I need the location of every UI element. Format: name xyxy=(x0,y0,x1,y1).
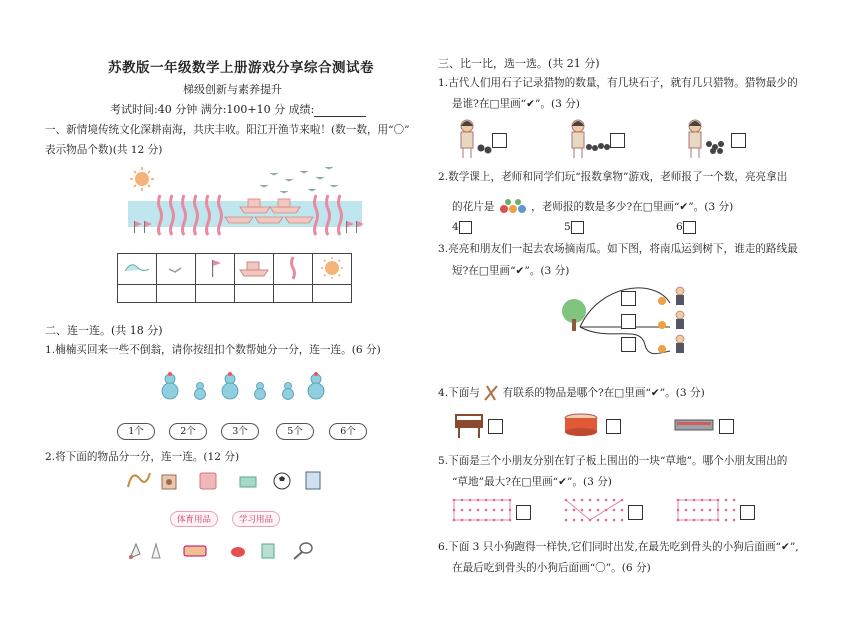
count-option-3[interactable]: 3个 xyxy=(221,423,259,440)
objects-row-top xyxy=(122,467,332,493)
q1-line-2: 是谁?在□里画“✔”。(3 分) xyxy=(452,98,580,110)
bird-icon xyxy=(161,257,191,279)
section-2-q1: 1.楠楠买回来一些不倒翁，请你按纽扣个数帮她分一分，连一连。(6 分) xyxy=(45,344,381,356)
q4-answer-box-piano[interactable] xyxy=(488,419,503,434)
wave-icon xyxy=(122,257,152,279)
q4-answer-box-harmonica[interactable] xyxy=(719,419,734,434)
flower-chips-icon xyxy=(498,198,528,216)
section-2-q2: 2.将下面的物品分一分，连一连。(12 分) xyxy=(45,451,240,463)
football-icon xyxy=(274,473,290,489)
answer-cell[interactable] xyxy=(313,285,352,303)
q2-line-2a: 的花片是 xyxy=(452,201,495,213)
q3-answer-box-top[interactable] xyxy=(621,291,636,306)
counting-table xyxy=(117,253,352,303)
category-study[interactable]: 学习用品 xyxy=(232,511,280,527)
q4-line-1a: 4.下面与 xyxy=(438,387,480,399)
q5-answer-box-1[interactable] xyxy=(516,505,531,520)
pegboards-illustration xyxy=(450,496,750,526)
answer-cell[interactable] xyxy=(274,285,313,303)
answer-cell[interactable] xyxy=(235,285,274,303)
section-3-title: 三、比一比，选一选。(共 21 分) xyxy=(438,57,600,70)
q2-option-6[interactable] xyxy=(676,220,696,234)
q3-answer-box-bottom[interactable] xyxy=(621,337,636,352)
q2-option-6-label: 6 xyxy=(676,221,683,233)
table-cell-flag xyxy=(196,254,235,285)
q2-option-4[interactable] xyxy=(452,220,472,234)
q2-option-5[interactable] xyxy=(564,220,584,234)
table-cell-sun xyxy=(313,254,352,285)
q6-line-1: 6.下面 3 只小狗跑得一样快,它们同时出发,在最先吃到骨头的小狗后面画“✔”, xyxy=(438,541,799,553)
sun-icon xyxy=(130,167,154,191)
pegboard-1 xyxy=(453,499,512,522)
q2-line-2b: ，老师报的数是多少?在□里画“✔”。(3 分) xyxy=(531,201,734,213)
q3-line-1: 3.亮亮和朋友们一起去农场摘南瓜。如下图，将南瓜运到树下，谁走的路线最 xyxy=(438,243,798,255)
badminton-icon xyxy=(152,544,160,558)
answer-cell[interactable] xyxy=(157,285,196,303)
hunter-3-icon xyxy=(689,120,701,158)
sun-icon xyxy=(317,255,347,281)
q2-line-1: 2.数学课上，老师和同学们玩“报数拿物”游戏，老师报了一个数，亮亮拿出 xyxy=(438,171,788,183)
q5-answer-box-3[interactable] xyxy=(740,505,755,520)
q1-line-1: 1.古代人们用石子记录猎物的数量，有几块石子，就有几只猎物。猎物最少的 xyxy=(438,77,798,89)
answer-cell[interactable] xyxy=(196,285,235,303)
q2-answer-box-6[interactable] xyxy=(683,221,696,234)
table-cell-boat xyxy=(235,254,274,285)
q1-answer-box-3[interactable] xyxy=(731,133,746,148)
eraser-icon xyxy=(240,477,256,487)
pegboard-2 xyxy=(565,499,624,522)
kid-with-pumpkin-icon xyxy=(658,297,666,353)
q2-option-4-label: 4 xyxy=(452,221,459,233)
glue-icon xyxy=(262,544,274,558)
count-option-2[interactable]: 2个 xyxy=(169,423,207,440)
q5-answer-box-2[interactable] xyxy=(628,505,643,520)
pegboard-3 xyxy=(677,499,736,522)
category-sports[interactable]: 体育用品 xyxy=(170,511,218,527)
section-2-title: 二、连一连。(共 18 分) xyxy=(45,324,163,337)
q2-answer-box-4[interactable] xyxy=(459,221,472,234)
shuttlecock-icon xyxy=(129,544,140,559)
table-cell-bird xyxy=(157,254,196,285)
streamer-icon xyxy=(278,255,308,281)
piano-icon xyxy=(455,414,483,438)
q4-line-1b: 有联系的物品是哪个?在□里画“✔”。(3 分) xyxy=(502,387,705,399)
harmonica-icon xyxy=(675,420,713,430)
q6-line-2: 在最后吃到骨头的小狗后面画“〇”。(6 分) xyxy=(452,562,651,574)
drum-icon xyxy=(200,473,216,489)
drum-icon xyxy=(565,414,597,436)
answer-cell[interactable] xyxy=(118,285,157,303)
q2-option-5-label: 5 xyxy=(564,221,571,233)
q3-line-2: 短?在□里画“✔”。(3 分) xyxy=(452,265,570,277)
hunter-2-icon xyxy=(572,120,584,158)
pencil-case-icon xyxy=(184,546,206,556)
exam-info xyxy=(110,101,366,117)
drumsticks-icon xyxy=(483,384,499,402)
q2-answer-box-5[interactable] xyxy=(571,221,584,234)
tumbler-icon xyxy=(162,374,324,400)
flag-icon xyxy=(200,257,230,279)
q2-line-2 xyxy=(452,198,733,216)
birds-icon xyxy=(260,167,338,193)
racket-icon xyxy=(294,543,312,559)
ball-icon xyxy=(231,547,245,557)
table-cell-streamer xyxy=(274,254,313,285)
festival-scene-illustration xyxy=(120,165,370,245)
tumblers-illustration xyxy=(158,368,338,402)
q4-line-1 xyxy=(438,384,705,402)
tree-icon xyxy=(562,299,586,331)
score-blank[interactable] xyxy=(314,106,366,117)
q1-answer-box-1[interactable] xyxy=(492,133,507,148)
q3-answer-box-middle[interactable] xyxy=(621,314,636,329)
section-1-line-1: 一、新情境传统文化深耕南海，共庆丰收。阳江开渔节来啦！(数一数，用“〇” xyxy=(45,124,410,136)
page-title: 苏教版一年级数学上册游戏分享综合测试卷 xyxy=(108,60,374,76)
count-option-6[interactable]: 6个 xyxy=(329,423,367,440)
table-cell-wave xyxy=(118,254,157,285)
jump-rope-icon xyxy=(128,473,150,487)
count-option-1[interactable]: 1个 xyxy=(117,423,155,440)
pencil-sharpener-icon xyxy=(162,475,176,489)
hunter-1-icon xyxy=(461,120,473,158)
q5-line-1: 5.下面是三个小朋友分别在钉子板上围出的一块“草地”。哪个小朋友围出的 xyxy=(438,455,788,467)
boat-icon xyxy=(237,256,271,280)
q1-answer-box-2[interactable] xyxy=(610,133,625,148)
book-icon xyxy=(306,472,320,489)
section-1-line-2: 表示物品个数)(共 12 分) xyxy=(45,144,163,156)
count-option-5[interactable]: 5个 xyxy=(276,423,314,440)
objects-row-bottom xyxy=(122,538,332,562)
exam-info-text: 考试时间:40 分钟 满分:100+10 分 成绩: xyxy=(110,103,315,116)
q4-answer-box-drum[interactable] xyxy=(606,419,621,434)
q5-line-2: “草地”最大?在□里画“✔”。(3 分) xyxy=(452,476,612,488)
page-subtitle: 梯级创新与素养提升 xyxy=(183,83,282,96)
